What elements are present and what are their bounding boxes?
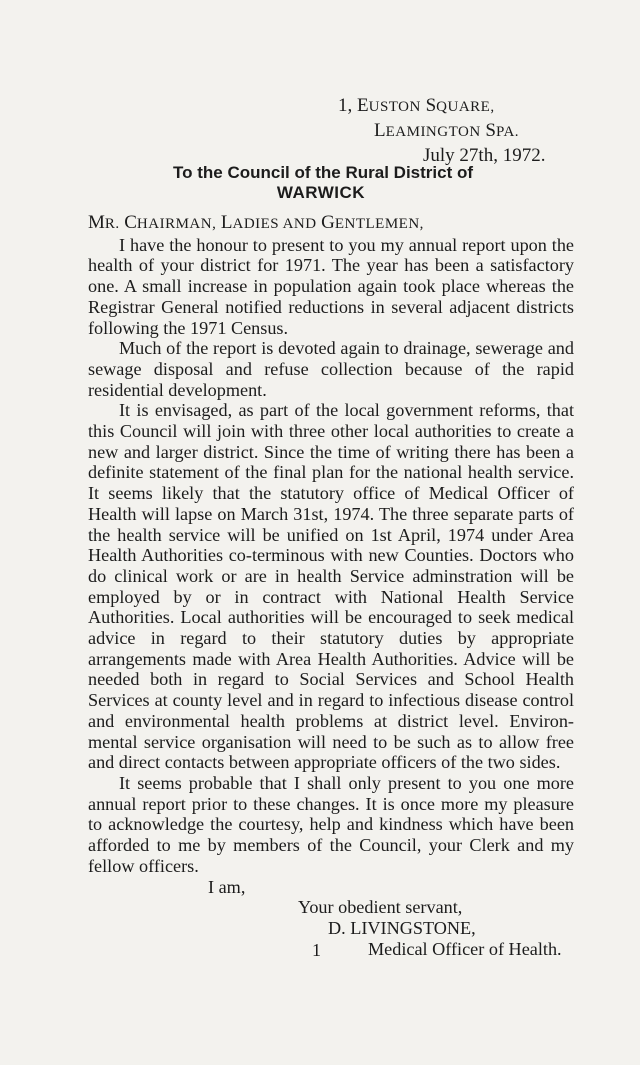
address-town-rest: EAMINGTON	[385, 124, 481, 140]
heading-line-2: WARWICK	[276, 183, 366, 202]
paragraph-1: I have the honour to present to you my annual report upon the health of your district for 1971. The year has been a satisfactory one. A small increase in population again took place whereas the Registrar General notified reductions in several adjacent districts following the 1971 Census.	[88, 234, 574, 338]
letter-body	[88, 212, 574, 959]
address-line-2	[0, 119, 640, 144]
heading-line-1: To the Council of the Rural District of	[172, 163, 473, 182]
paragraph-4: It seems probable that I shall only present to you one more annual report prior to these changes. It is once more my pleasure to acknowledge the courtesy, help and kindness which have been afforded to me by members of the Council, your Clerk and my fellow officers.	[88, 772, 574, 876]
sender-address	[0, 94, 640, 167]
closing-line-1: I am,	[208, 876, 246, 897]
signature-title: Medical Officer of Health.	[368, 938, 562, 959]
salutation-part: M	[88, 212, 105, 233]
letter-heading	[0, 163, 640, 203]
closing-line-2: Your obedient servant,	[298, 897, 463, 918]
salutation-part: G	[321, 212, 335, 233]
paragraph-3: It is envisaged, as part of the local government reforms, that this Council will join with three other local authorities to create a new and larger district. Since the time of writing there has been a definite statement of the final plan for the national health service. It seems likely that the statutory office of Medical Officer of Health will lapse on March 31st, 1974. The three separate parts of the health service will be unified on 1st April, 1974 under Area Health Authorities co-terminous with new Counties. Doctors who do clinical work or are in health Service adminstration will be employed by or in contract with National Health Service Authorities. Local authorities will be encouraged to seek medical advice in regard to their statutory duties by appropriate arrangements made with Area Health Authorities. Advice will be needed both in regard to Social Services and School Health Services at county level and in regard to infectious disease control and environmental health problems at district level. Environ- mental service organisation will need to be such as to allow free and direct contacts between appropriate officers of the two sides.	[88, 400, 574, 773]
salutation-part: L	[220, 212, 233, 233]
letter-closing	[88, 877, 574, 960]
salutation	[88, 212, 574, 235]
letter-date: July 27th, 1972.	[423, 145, 546, 166]
salutation-part: ADIES AND	[232, 216, 317, 232]
address-spa-initial: S	[485, 120, 496, 141]
address-line-1	[0, 94, 640, 119]
address-number: 1,	[338, 95, 357, 116]
address-square-rest: QUARE,	[436, 99, 495, 115]
address-street-initial: E	[357, 95, 369, 116]
page-number: 1	[312, 940, 321, 960]
salutation-part: ENTLEMEN,	[334, 216, 424, 232]
salutation-part: HAIRMAN,	[136, 216, 217, 232]
signature-name: D. LIVINGSTONE,	[328, 917, 476, 938]
address-street-rest: USTON	[368, 99, 421, 115]
salutation-part: C	[124, 212, 137, 233]
address-spa-rest: PA.	[496, 124, 520, 140]
salutation-part: R.	[104, 216, 120, 232]
address-town-initial: L	[374, 120, 386, 141]
paragraph-2: Much of the report is devoted again to drainage, sewerage and sewage disposal and refuse collection because of the rapid residential development.	[88, 338, 574, 400]
address-square-initial: S	[425, 95, 437, 116]
